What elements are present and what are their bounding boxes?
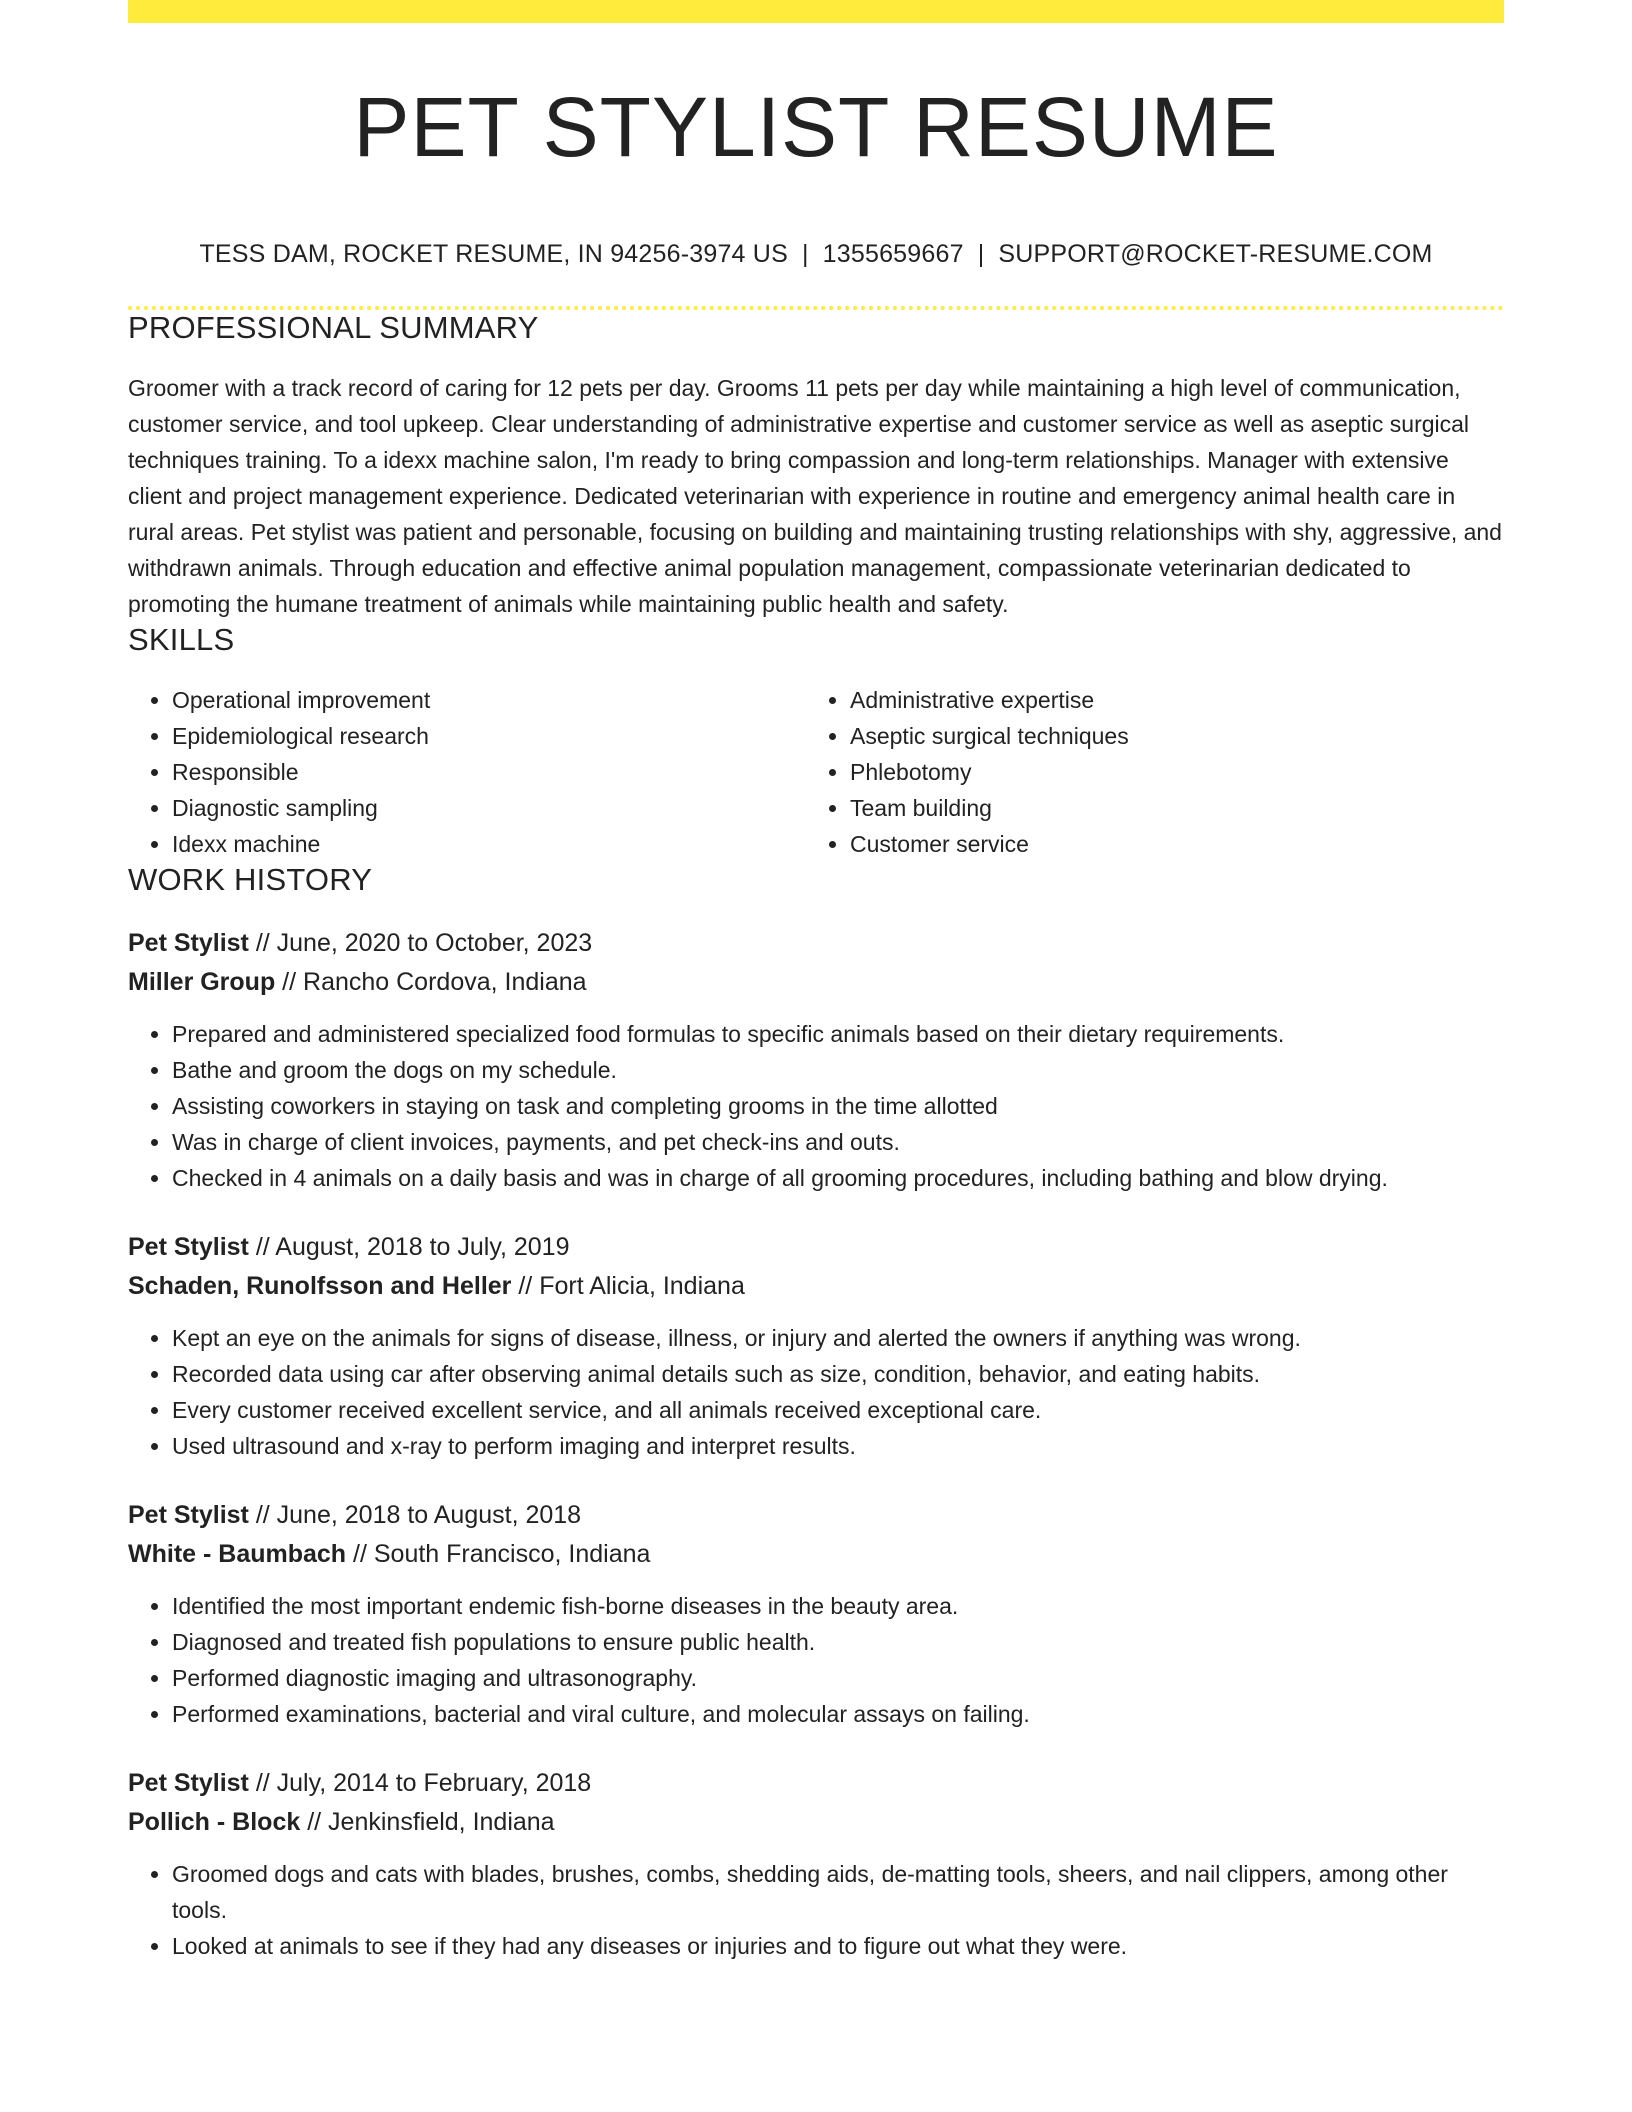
contact-email: SUPPORT@ROCKET-RESUME.COM	[998, 240, 1433, 268]
job-bullet: • Looked at animals to see if they had any diseases or injuries and to figure out what they were.	[172, 1928, 1504, 1964]
skills-list-left	[128, 682, 806, 862]
job-bullet: • Bathe and groom the dogs on my schedule.	[172, 1052, 1504, 1088]
job-bullet: • Kept an eye on the animals for signs of disease, illness, or injury and alerted the owners if anything was wrong.	[172, 1320, 1504, 1356]
job-dates: // June, 2020 to October, 2023	[248, 929, 593, 957]
job-bullet: • Checked in 4 animals on a daily basis and was in charge of all grooming procedures, including bathing and blow drying.	[172, 1160, 1504, 1196]
work-history-section	[128, 862, 1504, 1964]
job-role: Pet Stylist	[128, 1233, 249, 1261]
skill-item: • Aseptic surgical techniques	[850, 718, 1484, 754]
job-role-line	[128, 1764, 1504, 1803]
job-company: Pollich - Block	[128, 1808, 301, 1836]
job-bullet: • Every customer received excellent service, and all animals received exceptional care.	[172, 1392, 1504, 1428]
job-bullet: • Groomed dogs and cats with blades, brushes, combs, shedding aids, de-matting tools, sheers, and nail clippers, among other tools.	[172, 1856, 1504, 1928]
skill-item: • Customer service	[850, 826, 1484, 862]
skill-item: • Diagnostic sampling	[172, 790, 806, 826]
section-title-skills: SKILLS	[128, 622, 235, 657]
job-bullet: • Was in charge of client invoices, payments, and pet check-ins and outs.	[172, 1124, 1504, 1160]
job-bullet: • Performed examinations, bacterial and viral culture, and molecular assays on failing.	[172, 1696, 1504, 1732]
job-bullets	[128, 1588, 1504, 1732]
resume-title: PET STYLIST RESUME	[353, 80, 1279, 174]
skill-item: • Epidemiological research	[172, 718, 806, 754]
job-bullet: • Prepared and administered specialized food formulas to specific animals based on their dietary requirements.	[172, 1016, 1504, 1052]
contact-line	[128, 239, 1504, 269]
contact-separator: |	[977, 240, 985, 268]
job-role-line	[128, 924, 1504, 963]
skill-item: • Phlebotomy	[850, 754, 1484, 790]
job-company-line	[128, 1535, 1504, 1574]
job-bullets	[128, 1856, 1504, 1964]
job-company: White - Baumbach	[128, 1540, 347, 1568]
job-bullets	[128, 1320, 1504, 1464]
job-company: Miller Group	[128, 968, 276, 996]
professional-summary-section	[128, 310, 1504, 622]
skill-item: • Operational improvement	[172, 682, 806, 718]
skill-item: • Responsible	[172, 754, 806, 790]
accent-bar	[128, 0, 1504, 23]
skills-section	[128, 622, 1504, 862]
skills-grid	[128, 682, 1504, 862]
skill-item: • Team building	[850, 790, 1484, 826]
job-dates: // August, 2018 to July, 2019	[248, 1233, 570, 1261]
job-bullet: • Identified the most important endemic fish-borne diseases in the beauty area.	[172, 1588, 1504, 1624]
skill-item: • Idexx machine	[172, 826, 806, 862]
job-location: // South Francisco, Indiana	[346, 1540, 651, 1568]
job-bullet: • Assisting coworkers in staying on task and completing grooms in the time allotted	[172, 1088, 1504, 1124]
job-company-line	[128, 963, 1504, 1002]
job-role: Pet Stylist	[128, 929, 249, 957]
skill-item: • Administrative expertise	[850, 682, 1484, 718]
section-title-work: WORK HISTORY	[128, 862, 373, 897]
skills-list-right	[806, 682, 1484, 862]
section-title-summary: PROFESSIONAL SUMMARY	[128, 310, 539, 345]
job-bullet: • Performed diagnostic imaging and ultrasonography.	[172, 1660, 1504, 1696]
job-location: // Jenkinsfield, Indiana	[300, 1808, 555, 1836]
job-entry	[128, 1764, 1504, 1964]
job-entry	[128, 924, 1504, 1196]
job-location: // Fort Alicia, Indiana	[511, 1272, 745, 1300]
contact-address: TESS DAM, ROCKET RESUME, IN 94256-3974 US	[199, 240, 788, 268]
job-bullet: • Recorded data using car after observing animal details such as size, condition, behavior, and eating habits.	[172, 1356, 1504, 1392]
summary-text: Groomer with a track record of caring for 12 pets per day. Grooms 11 pets per day while maintaining a high level of communication, customer service, and tool upkeep. Clear understanding of administrative expertise and customer service as well as aseptic surgical techniques training. To a idexx machine salon, I'm ready to bring compassion and long-term relationships. Manager with extensive client and project management experience. Dedicated veterinarian with experience in routine and emergency animal health care in rural areas. Pet stylist was patient and personable, focusing on building and maintaining trusting relationships with shy, aggressive, and withdrawn animals. Through education and effective animal population management, compassionate veterinarian dedicated to promoting the humane treatment of animals while maintaining public health and safety.	[128, 375, 1502, 617]
job-location: // Rancho Cordova, Indiana	[275, 968, 587, 996]
job-entry	[128, 1228, 1504, 1464]
job-dates: // July, 2014 to February, 2018	[248, 1769, 592, 1797]
job-bullet: • Used ultrasound and x-ray to perform imaging and interpret results.	[172, 1428, 1504, 1464]
job-bullet: • Diagnosed and treated fish populations to ensure public health.	[172, 1624, 1504, 1660]
resume-page	[128, 0, 1504, 1964]
job-dates: // June, 2018 to August, 2018	[248, 1501, 582, 1529]
job-role-line	[128, 1496, 1504, 1535]
job-role-line	[128, 1228, 1504, 1267]
job-company-line	[128, 1803, 1504, 1842]
contact-separator: |	[801, 240, 809, 268]
job-bullets	[128, 1016, 1504, 1196]
job-role: Pet Stylist	[128, 1501, 249, 1529]
job-entry	[128, 1496, 1504, 1732]
job-company-line	[128, 1267, 1504, 1306]
job-company: Schaden, Runolfsson and Heller	[128, 1272, 512, 1300]
job-role: Pet Stylist	[128, 1769, 249, 1797]
contact-phone: 1355659667	[822, 240, 964, 268]
